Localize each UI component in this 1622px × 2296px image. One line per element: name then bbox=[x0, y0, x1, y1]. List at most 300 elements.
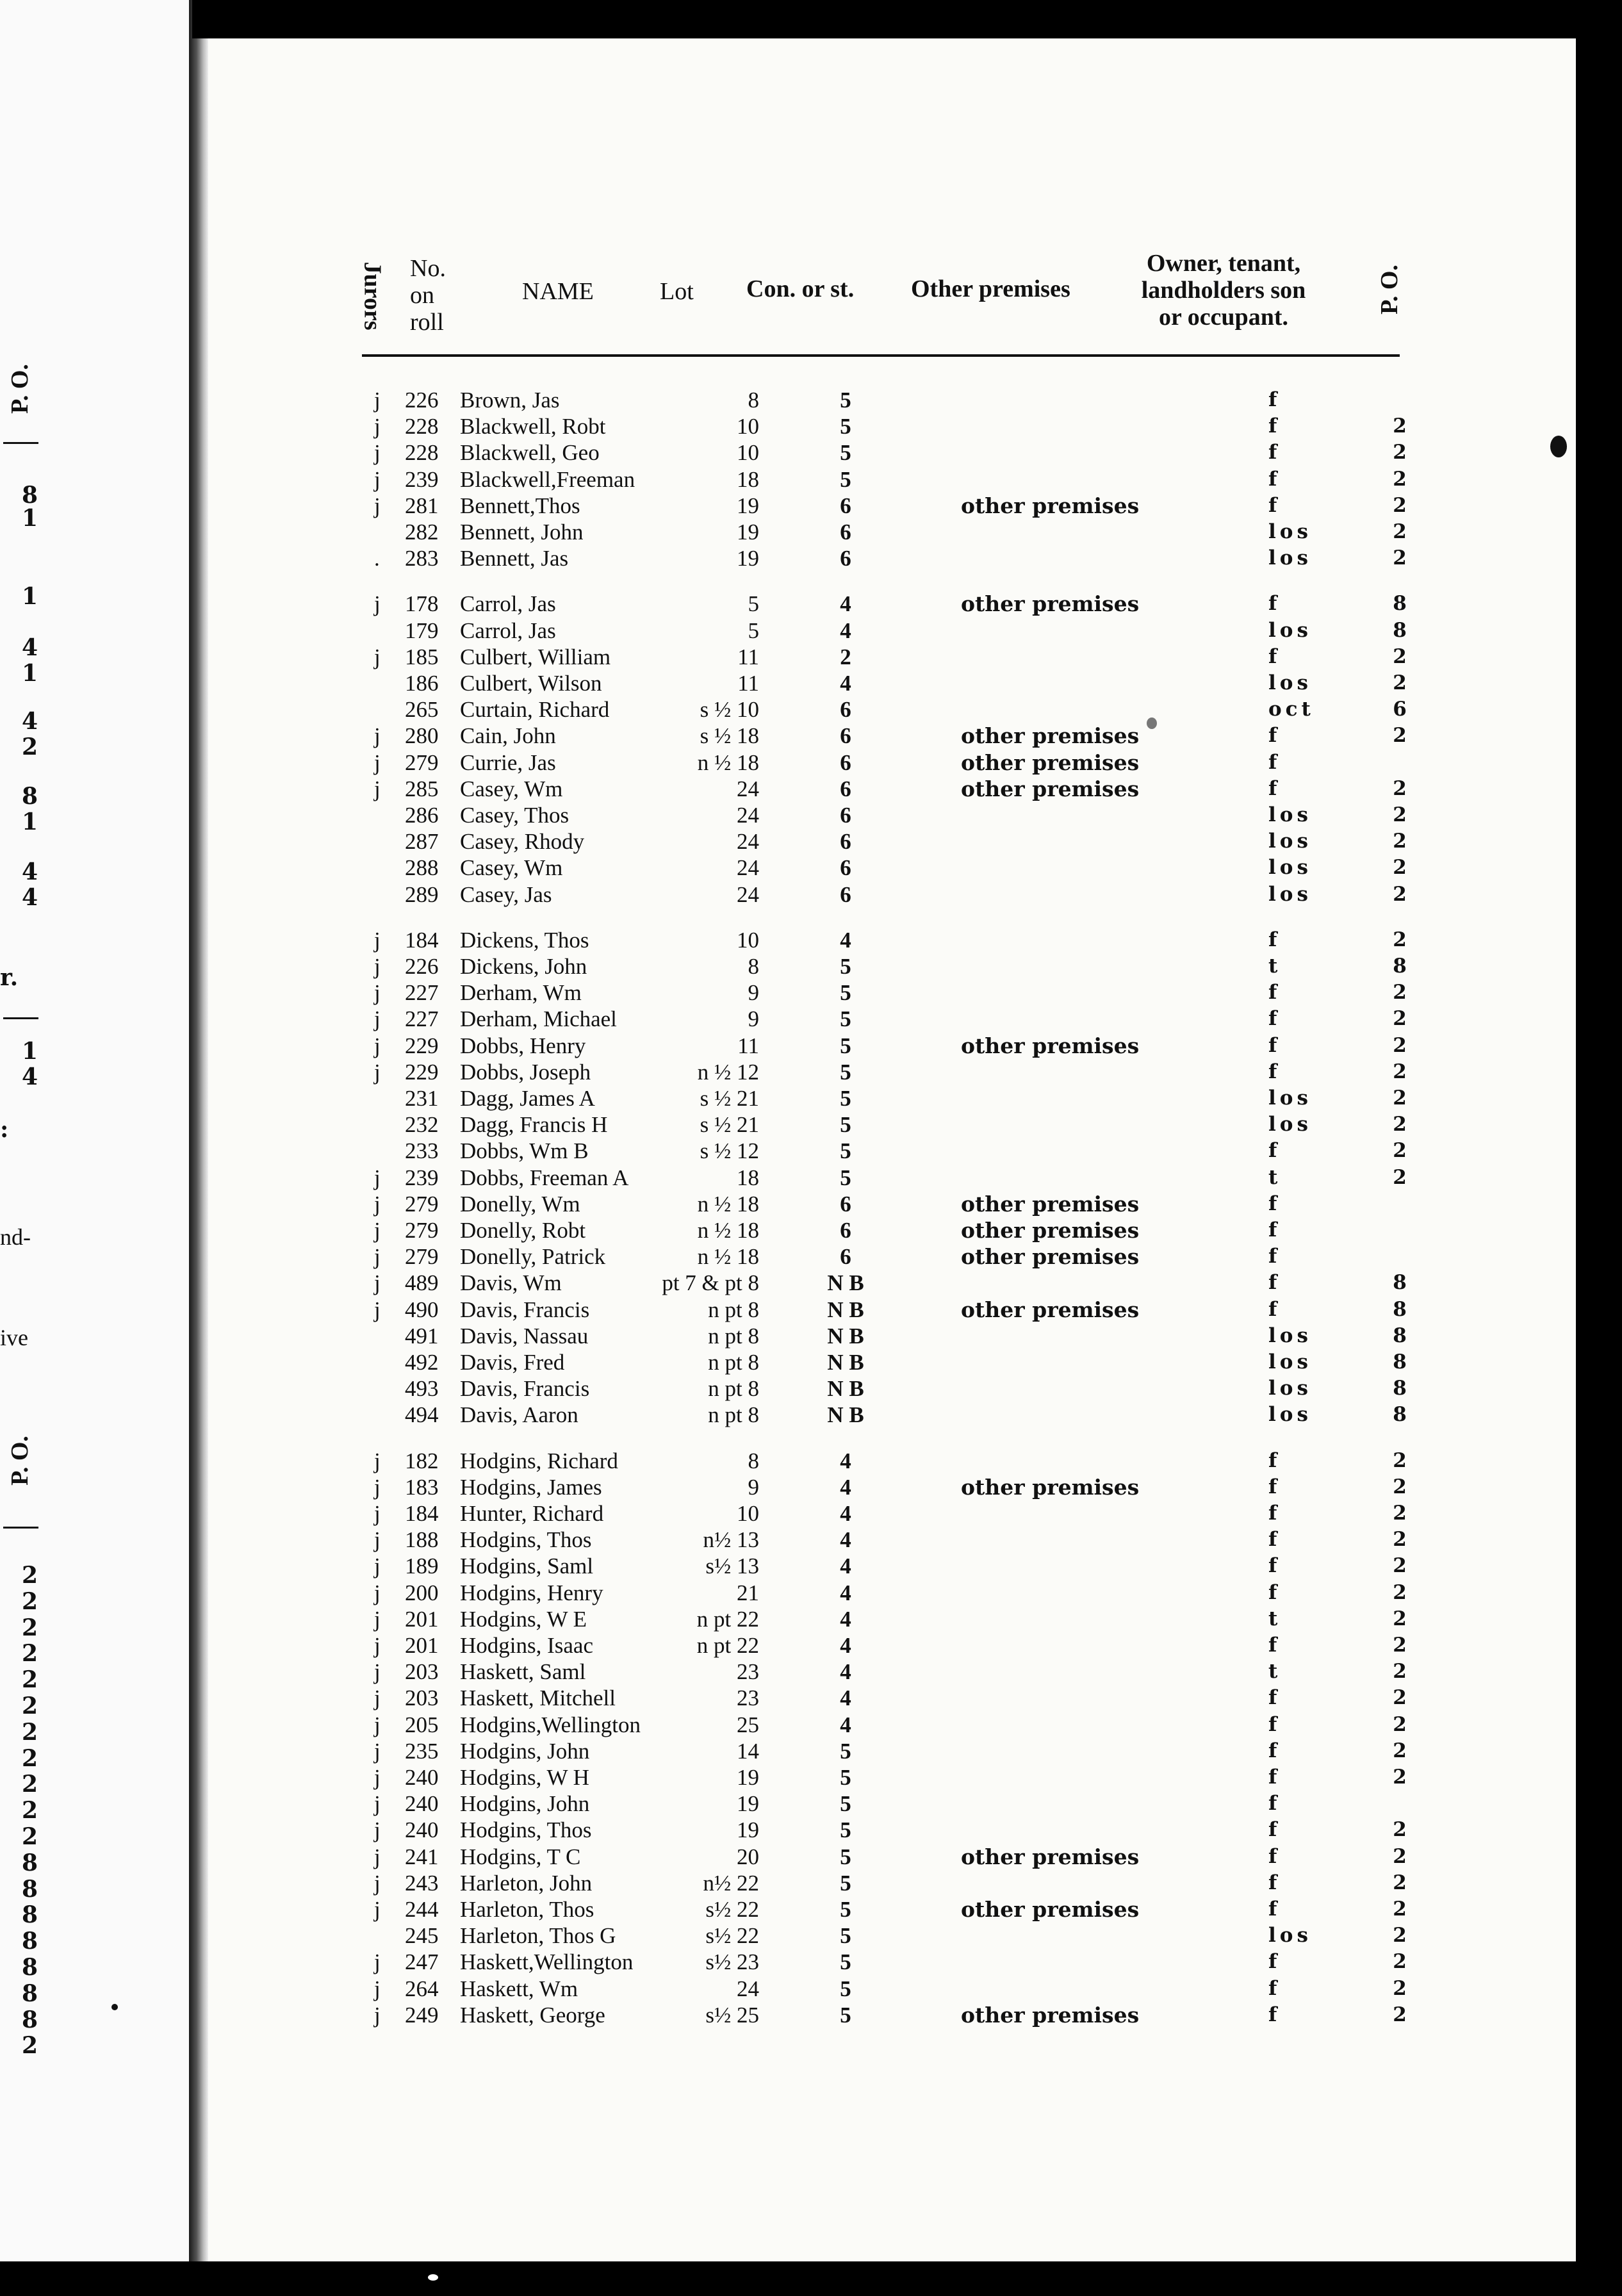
person-name: Blackwell, Robt bbox=[460, 414, 606, 439]
lot: 25 bbox=[737, 1712, 759, 1737]
roll-number: 228 bbox=[405, 440, 439, 465]
owner-status: f bbox=[1268, 468, 1281, 491]
header-owner-line-3: or occupant. bbox=[1159, 304, 1288, 331]
adjacent-number: 2 bbox=[22, 1562, 38, 1589]
person-name: Dickens, John bbox=[460, 954, 587, 979]
table-row bbox=[0, 723, 1622, 749]
header-owner bbox=[1124, 250, 1323, 331]
owner-status: f bbox=[1268, 1271, 1281, 1294]
concession: 5 bbox=[840, 1897, 851, 1922]
adjacent-number: 2 bbox=[22, 1640, 38, 1668]
concession: 5 bbox=[840, 1976, 851, 2001]
owner-status: los bbox=[1268, 546, 1312, 570]
concession: 4 bbox=[840, 1659, 851, 1684]
juror-mark: j bbox=[374, 1554, 381, 1578]
post-office: 2 bbox=[1393, 1086, 1407, 1110]
owner-status: f bbox=[1268, 777, 1281, 800]
lot: 19 bbox=[737, 546, 759, 571]
juror-mark: j bbox=[374, 1527, 381, 1552]
post-office: 2 bbox=[1393, 520, 1407, 543]
table-row bbox=[0, 802, 1622, 828]
roll-number: 229 bbox=[405, 1033, 439, 1058]
adjacent-number: 1 bbox=[22, 583, 38, 610]
owner-status: f bbox=[1268, 1766, 1281, 1789]
table-row bbox=[0, 439, 1622, 466]
owner-status: f bbox=[1268, 981, 1281, 1004]
concession: 5 bbox=[840, 1817, 851, 1842]
owner-status: f bbox=[1268, 1581, 1281, 1604]
table-row bbox=[0, 1111, 1622, 1138]
table-row bbox=[0, 882, 1622, 908]
concession: 4 bbox=[840, 1607, 851, 1632]
owner-status: f bbox=[1268, 1528, 1281, 1551]
concession: 6 bbox=[840, 520, 851, 545]
header-owner-line-2: landholders son bbox=[1141, 277, 1306, 304]
concession: N B bbox=[827, 1402, 864, 1427]
person-name: Harleton, Thos bbox=[460, 1897, 594, 1922]
person-name: Brown, Jas bbox=[460, 388, 560, 413]
concession: 4 bbox=[840, 1448, 851, 1473]
header-rule bbox=[362, 354, 1400, 357]
table-row bbox=[0, 618, 1622, 644]
adjacent-number: 8 bbox=[22, 1849, 38, 1876]
person-name: Dobbs, Henry bbox=[460, 1033, 586, 1058]
juror-mark: j bbox=[374, 1844, 381, 1869]
post-office: 2 bbox=[1393, 1113, 1407, 1136]
lot: n pt 22 bbox=[696, 1607, 759, 1632]
post-office: 2 bbox=[1393, 671, 1407, 694]
concession: 5 bbox=[840, 954, 851, 979]
roll-number: 183 bbox=[405, 1475, 439, 1500]
juror-mark: j bbox=[374, 1712, 381, 1737]
lot: 9 bbox=[748, 1006, 759, 1031]
concession: 4 bbox=[840, 1475, 851, 1500]
header-lot: Lot bbox=[660, 278, 694, 305]
owner-status: f bbox=[1268, 1871, 1281, 1894]
header-owner-line-1: Owner, tenant, bbox=[1146, 250, 1301, 277]
table-row bbox=[0, 2002, 1622, 2028]
owner-status: los bbox=[1268, 830, 1312, 853]
lot: n ½ 12 bbox=[697, 1060, 759, 1085]
roll-number: 226 bbox=[405, 388, 439, 413]
person-name: Carrol, Jas bbox=[460, 591, 556, 616]
concession: 6 bbox=[840, 697, 851, 722]
juror-mark: j bbox=[374, 750, 381, 775]
juror-mark: j bbox=[374, 1270, 381, 1295]
table-row bbox=[0, 1297, 1622, 1323]
other-premises: other premises bbox=[961, 1244, 1140, 1269]
adjacent-number: 8 bbox=[22, 2006, 38, 2033]
owner-status: los bbox=[1268, 1086, 1312, 1110]
post-office: 2 bbox=[1393, 883, 1407, 906]
person-name: Harleton, Thos G bbox=[460, 1923, 616, 1948]
post-office: 2 bbox=[1393, 928, 1407, 951]
table-row bbox=[0, 1085, 1622, 1111]
scan-speck bbox=[1147, 718, 1157, 729]
owner-status: f bbox=[1268, 1034, 1281, 1057]
lot: s ½ 21 bbox=[700, 1086, 759, 1111]
owner-status: f bbox=[1268, 1634, 1281, 1657]
person-name: Casey, Wm bbox=[460, 855, 563, 880]
table-row bbox=[0, 1138, 1622, 1164]
table-row bbox=[0, 1659, 1622, 1685]
juror-mark: j bbox=[374, 1897, 381, 1922]
owner-status: f bbox=[1268, 1449, 1281, 1472]
person-name: Hodgins, John bbox=[460, 1739, 590, 1764]
table-row bbox=[0, 1632, 1622, 1659]
adjacent-number: 4 bbox=[22, 858, 38, 885]
roll-number: 280 bbox=[405, 723, 439, 748]
concession: N B bbox=[827, 1297, 864, 1322]
roll-number: 229 bbox=[405, 1060, 439, 1085]
concession: 6 bbox=[840, 1192, 851, 1217]
owner-status: los bbox=[1268, 856, 1312, 879]
person-name: Culbert, William bbox=[460, 644, 611, 669]
owner-status: f bbox=[1268, 494, 1281, 517]
owner-status: t bbox=[1268, 1166, 1282, 1189]
concession: 5 bbox=[840, 1739, 851, 1764]
roll-number: 200 bbox=[405, 1580, 439, 1605]
header-no: No. bbox=[410, 255, 446, 282]
table-row bbox=[0, 750, 1622, 776]
owner-status: t bbox=[1268, 1607, 1282, 1630]
adjacent-number: 1 bbox=[22, 505, 38, 532]
juror-mark: j bbox=[374, 1607, 381, 1632]
table-row bbox=[0, 644, 1622, 670]
post-office: 8 bbox=[1393, 955, 1407, 978]
lot: 20 bbox=[737, 1844, 759, 1869]
owner-status: f bbox=[1268, 1713, 1281, 1736]
owner-status: f bbox=[1268, 2003, 1281, 2026]
lot: 19 bbox=[737, 493, 759, 518]
person-name: Donelly, Patrick bbox=[460, 1244, 606, 1269]
roll-number: 264 bbox=[405, 1976, 439, 2001]
post-office: 2 bbox=[1393, 468, 1407, 491]
concession: 6 bbox=[840, 750, 851, 775]
lot: 8 bbox=[748, 388, 759, 413]
juror-mark: j bbox=[374, 1817, 381, 1842]
post-office: 2 bbox=[1393, 1581, 1407, 1604]
lot: 9 bbox=[748, 1475, 759, 1500]
lot: 19 bbox=[737, 520, 759, 545]
table-row bbox=[0, 1606, 1622, 1632]
adjacent-number: 2 bbox=[22, 1587, 38, 1615]
owner-status: f bbox=[1268, 1739, 1281, 1762]
concession: 5 bbox=[840, 2003, 851, 2028]
juror-mark: j bbox=[374, 2003, 381, 2028]
roll-number: 239 bbox=[405, 1165, 439, 1190]
juror-mark: j bbox=[374, 1060, 381, 1085]
roll-number: 279 bbox=[405, 1218, 439, 1243]
owner-status: f bbox=[1268, 1298, 1281, 1321]
juror-mark: j bbox=[374, 1765, 381, 1790]
post-office: 2 bbox=[1393, 1060, 1407, 1083]
roll-number: 226 bbox=[405, 954, 439, 979]
owner-status: f bbox=[1268, 1898, 1281, 1921]
header-no-on-roll bbox=[410, 255, 446, 336]
juror-mark: j bbox=[374, 776, 381, 801]
post-office: 2 bbox=[1393, 1818, 1407, 1841]
table-row bbox=[0, 1033, 1622, 1059]
concession: 4 bbox=[840, 1527, 851, 1552]
table-row bbox=[0, 1976, 1622, 2002]
lot: 8 bbox=[748, 1448, 759, 1473]
lot: n pt 8 bbox=[708, 1297, 759, 1322]
concession: 6 bbox=[840, 546, 851, 571]
juror-mark: j bbox=[374, 1871, 381, 1896]
table-row bbox=[0, 1580, 1622, 1606]
table-row bbox=[0, 855, 1622, 881]
lot: n pt 8 bbox=[708, 1376, 759, 1401]
person-name: Casey, Thos bbox=[460, 803, 569, 828]
owner-status: los bbox=[1268, 619, 1312, 642]
roll-number: 203 bbox=[405, 1659, 439, 1684]
owner-status: f bbox=[1268, 1060, 1281, 1083]
lot: 24 bbox=[737, 829, 759, 854]
roll-number: 227 bbox=[405, 1006, 439, 1031]
juror-mark: j bbox=[374, 1976, 381, 2001]
juror-mark: j bbox=[374, 980, 381, 1005]
roll-number: 491 bbox=[405, 1324, 439, 1349]
post-office: 8 bbox=[1393, 1377, 1407, 1400]
table-row bbox=[0, 591, 1622, 617]
juror-mark: j bbox=[374, 467, 381, 492]
person-name: Haskett, George bbox=[460, 2003, 605, 2028]
table-row bbox=[0, 1764, 1622, 1791]
roll-number: 493 bbox=[405, 1376, 439, 1401]
post-office: 2 bbox=[1393, 441, 1407, 464]
table-row bbox=[0, 828, 1622, 855]
person-name: Haskett, Mitchell bbox=[460, 1685, 616, 1710]
header-other-premises: Other premises bbox=[911, 275, 1070, 302]
post-office: 2 bbox=[1393, 1660, 1407, 1683]
post-office: 2 bbox=[1393, 1977, 1407, 2000]
juror-mark: j bbox=[374, 1685, 381, 1710]
owner-status: f bbox=[1268, 928, 1281, 951]
post-office: 8 bbox=[1393, 1298, 1407, 1321]
person-name: Carrol, Jas bbox=[460, 618, 556, 643]
roll-number: 490 bbox=[405, 1297, 439, 1322]
person-name: Harleton, John bbox=[460, 1871, 593, 1896]
owner-status: los bbox=[1268, 1403, 1312, 1426]
owner-status: f bbox=[1268, 751, 1281, 774]
table-row bbox=[0, 927, 1622, 953]
lot: s ½ 18 bbox=[700, 723, 759, 748]
owner-status: los bbox=[1268, 1324, 1312, 1347]
post-office: 2 bbox=[1393, 724, 1407, 747]
lot: 24 bbox=[737, 855, 759, 880]
post-office: 8 bbox=[1393, 1403, 1407, 1426]
concession: 4 bbox=[840, 928, 851, 953]
owner-status: los bbox=[1268, 671, 1312, 694]
post-office: 2 bbox=[1393, 1528, 1407, 1551]
juror-mark: j bbox=[374, 928, 381, 953]
juror-mark: j bbox=[374, 440, 381, 465]
juror-mark: j bbox=[374, 591, 381, 616]
juror-mark: j bbox=[374, 723, 381, 748]
table-row bbox=[0, 1217, 1622, 1243]
scan-border-top bbox=[192, 0, 1622, 38]
person-name: Bennett,Thos bbox=[460, 493, 580, 518]
concession: 4 bbox=[840, 591, 851, 616]
juror-mark: j bbox=[374, 493, 381, 518]
concession: 5 bbox=[840, 1871, 851, 1896]
lot: 19 bbox=[737, 1817, 759, 1842]
post-office: 2 bbox=[1393, 1713, 1407, 1736]
person-name: Derham, Michael bbox=[460, 1006, 617, 1031]
post-office: 2 bbox=[1393, 1449, 1407, 1472]
owner-status: los bbox=[1268, 1350, 1312, 1374]
roll-number: 492 bbox=[405, 1350, 439, 1375]
juror-mark: j bbox=[374, 1218, 381, 1243]
post-office: 2 bbox=[1393, 1924, 1407, 1947]
concession: 5 bbox=[840, 1949, 851, 1974]
adjacent-number: 2 bbox=[22, 1797, 38, 1824]
concession: N B bbox=[827, 1376, 864, 1401]
concession: 6 bbox=[840, 882, 851, 907]
person-name: Dobbs, Freeman A bbox=[460, 1165, 629, 1190]
person-name: Haskett, Saml bbox=[460, 1659, 586, 1684]
post-office: 2 bbox=[1393, 1845, 1407, 1868]
table-row bbox=[0, 1270, 1622, 1296]
juror-mark: . bbox=[374, 546, 380, 571]
table-row bbox=[0, 1474, 1622, 1500]
adjacent-number: 2 bbox=[22, 1771, 38, 1798]
roll-number: 265 bbox=[405, 697, 439, 722]
person-name: Cain, John bbox=[460, 723, 556, 748]
table-row bbox=[0, 519, 1622, 545]
roll-number: 184 bbox=[405, 928, 439, 953]
table-row bbox=[0, 1349, 1622, 1375]
owner-status: f bbox=[1268, 388, 1281, 411]
concession: 5 bbox=[840, 1006, 851, 1031]
lot: 9 bbox=[748, 980, 759, 1005]
person-name: Hodgins, W E bbox=[460, 1607, 587, 1632]
table-row bbox=[0, 1191, 1622, 1217]
concession: 5 bbox=[840, 1791, 851, 1816]
post-office: 2 bbox=[1393, 1739, 1407, 1762]
post-office: 2 bbox=[1393, 494, 1407, 517]
table-row bbox=[0, 776, 1622, 802]
adjacent-number: 2 bbox=[22, 1744, 38, 1772]
adjacent-number: 8 bbox=[22, 482, 38, 509]
adjacent-fragment-colon: : bbox=[0, 1116, 9, 1143]
header-jurors: Jurors bbox=[359, 261, 386, 331]
post-office: 2 bbox=[1393, 856, 1407, 879]
post-office: 2 bbox=[1393, 1502, 1407, 1525]
roll-number: 279 bbox=[405, 750, 439, 775]
table-row bbox=[0, 1402, 1622, 1428]
lot: 23 bbox=[737, 1685, 759, 1710]
owner-status: f bbox=[1268, 1686, 1281, 1709]
owner-status: f bbox=[1268, 1977, 1281, 2000]
adjacent-number: 8 bbox=[22, 783, 38, 810]
concession: 5 bbox=[840, 1112, 851, 1137]
other-premises: other premises bbox=[961, 776, 1140, 801]
roll-number: 286 bbox=[405, 803, 439, 828]
owner-status: f bbox=[1268, 1950, 1281, 1973]
juror-mark: j bbox=[374, 1244, 381, 1269]
owner-status: f bbox=[1268, 645, 1281, 668]
person-name: Casey, Rhody bbox=[460, 829, 585, 854]
person-name: Davis, Fred bbox=[460, 1350, 565, 1375]
concession: 4 bbox=[840, 671, 851, 696]
concession: N B bbox=[827, 1324, 864, 1349]
post-office: 2 bbox=[1393, 1166, 1407, 1189]
concession: 4 bbox=[840, 618, 851, 643]
lot: pt 7 & pt 8 bbox=[662, 1270, 759, 1295]
lot: 18 bbox=[737, 467, 759, 492]
roll-number: 244 bbox=[405, 1897, 439, 1922]
adjacent-number: 8 bbox=[22, 1980, 38, 2007]
lot: n ½ 18 bbox=[697, 1218, 759, 1243]
roll-number: 203 bbox=[405, 1685, 439, 1710]
post-office: 2 bbox=[1393, 1871, 1407, 1894]
header-roll: roll bbox=[410, 309, 444, 336]
juror-mark: j bbox=[374, 1580, 381, 1605]
lot: 21 bbox=[737, 1580, 759, 1605]
scan-speck bbox=[111, 2004, 118, 2010]
person-name: Curtain, Richard bbox=[460, 697, 610, 722]
concession: 5 bbox=[840, 467, 851, 492]
concession: 4 bbox=[840, 1685, 851, 1710]
concession: 5 bbox=[840, 440, 851, 465]
table-row bbox=[0, 1896, 1622, 1923]
header-name: NAME bbox=[522, 278, 594, 305]
adjacent-number: 4 bbox=[22, 884, 38, 911]
roll-number: 243 bbox=[405, 1871, 439, 1896]
owner-status: f bbox=[1268, 1818, 1281, 1841]
person-name: Haskett, Wm bbox=[460, 1976, 578, 2001]
person-name: Derham, Wm bbox=[460, 980, 582, 1005]
lot: s½ 23 bbox=[705, 1949, 759, 1974]
other-premises: other premises bbox=[961, 750, 1140, 775]
concession: 4 bbox=[840, 1501, 851, 1526]
roll-number: 288 bbox=[405, 855, 439, 880]
table-row bbox=[0, 1500, 1622, 1527]
person-name: Hodgins, Henry bbox=[460, 1580, 603, 1605]
person-name: Hodgins, James bbox=[460, 1475, 602, 1500]
owner-status: f bbox=[1268, 1245, 1281, 1268]
roll-number: 228 bbox=[405, 414, 439, 439]
person-name: Hodgins,Wellington bbox=[460, 1712, 641, 1737]
post-office: 2 bbox=[1393, 1766, 1407, 1789]
concession: 5 bbox=[840, 388, 851, 413]
other-premises: other premises bbox=[961, 1897, 1140, 1922]
concession: 5 bbox=[840, 414, 851, 439]
adjacent-number: 2 bbox=[22, 734, 38, 760]
table-row bbox=[0, 1844, 1622, 1870]
roll-number: 245 bbox=[405, 1923, 439, 1948]
post-office: 2 bbox=[1393, 2003, 1407, 2026]
person-name: Donelly, Robt bbox=[460, 1218, 586, 1243]
owner-status: f bbox=[1268, 724, 1281, 747]
other-premises: other premises bbox=[961, 1475, 1140, 1500]
adjacent-po-label-lower: P. O. bbox=[6, 1436, 33, 1486]
post-office: 2 bbox=[1393, 414, 1407, 438]
owner-status: f bbox=[1268, 1502, 1281, 1525]
lot: 19 bbox=[737, 1791, 759, 1816]
post-office: 8 bbox=[1393, 1271, 1407, 1294]
concession: 6 bbox=[840, 493, 851, 518]
roll-number: 239 bbox=[405, 467, 439, 492]
roll-number: 227 bbox=[405, 980, 439, 1005]
owner-status: los bbox=[1268, 883, 1312, 906]
owner-status: los bbox=[1268, 520, 1312, 543]
person-name: Blackwell,Freeman bbox=[460, 467, 635, 492]
person-name: Davis, Francis bbox=[460, 1376, 590, 1401]
lot: 11 bbox=[737, 671, 759, 696]
